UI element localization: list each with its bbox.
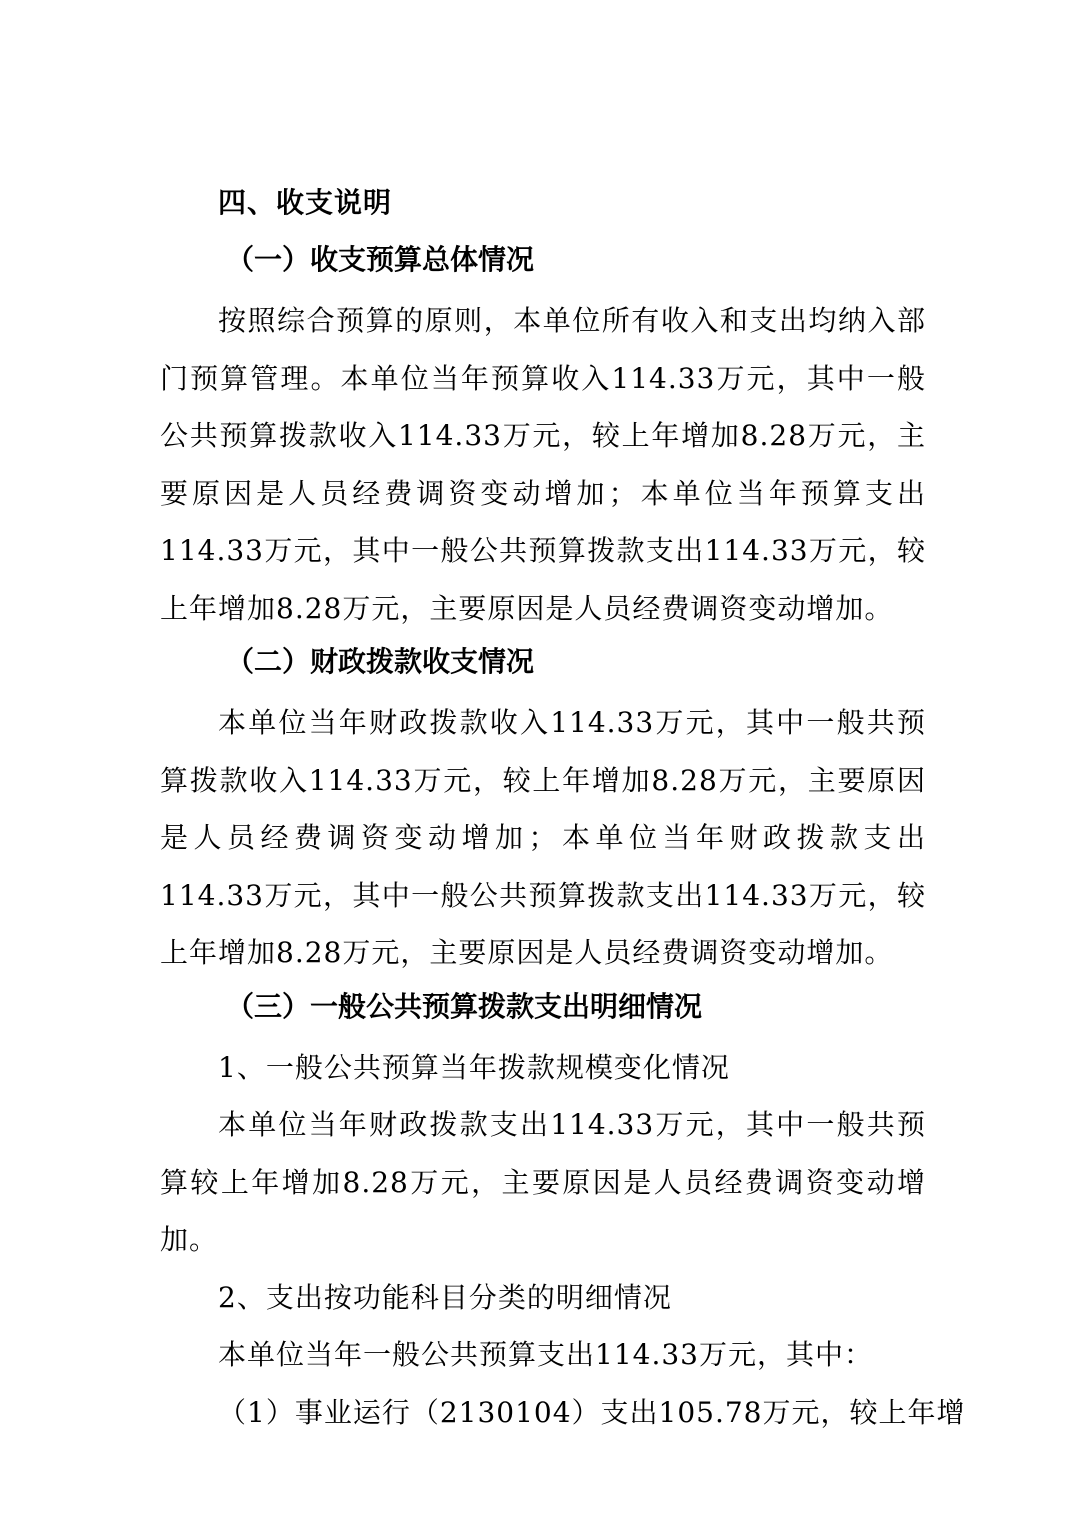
item-1-title: 1、一般公共预算当年拨款规模变化情况 — [218, 1050, 730, 1084]
item-2-subitem-1: （1）事业运行（2130104）支出105.78万元，较上年增 — [218, 1395, 966, 1429]
subsection-title-2: （二）财政拨款收支情况 — [226, 645, 535, 678]
subsection-title-3: （三）一般公共预算拨款支出明细情况 — [226, 989, 703, 1023]
paragraph-budget-overview: 按照综合预算的原则，本单位所有收入和支出均纳入部门预算管理。本单位当年预算收入114.33万元，其中一般公共预算拨款收入114.33万元，较上年增加8.28万元，主要原因是人员经费调资变动增加；本单位当年预算支出114.33万元，其中一般公共预算拨款支出114.33万元，较上年增加8.28万元，主要原因是人员经费调资变动增加。 — [160, 304, 926, 625]
document-body — [160, 178, 966, 1441]
section-title: 四、收支说明 — [218, 186, 393, 219]
paragraph-fiscal-appropriation: 本单位当年财政拨款收入114.33万元，其中一般共预算拨款收入114.33万元，较上年增加8.28万元，主要原因是人员经费调资变动增加；本单位当年财政拨款支出114.33万元，其中一般公共预算拨款支出114.33万元，较上年增加8.28万元，主要原因是人员经费调资变动增加。 — [160, 706, 926, 969]
item-2-title: 2、支出按功能科目分类的明细情况 — [218, 1280, 672, 1314]
paragraph-item-1: 本单位当年财政拨款支出114.33万元，其中一般共预算较上年增加8.28万元，主要原因是人员经费调资变动增加。 — [160, 1108, 926, 1256]
subsection-title-1: （一）收支预算总体情况 — [226, 243, 535, 276]
paragraph-item-2: 本单位当年一般公共预算支出114.33万元，其中： — [218, 1338, 873, 1371]
